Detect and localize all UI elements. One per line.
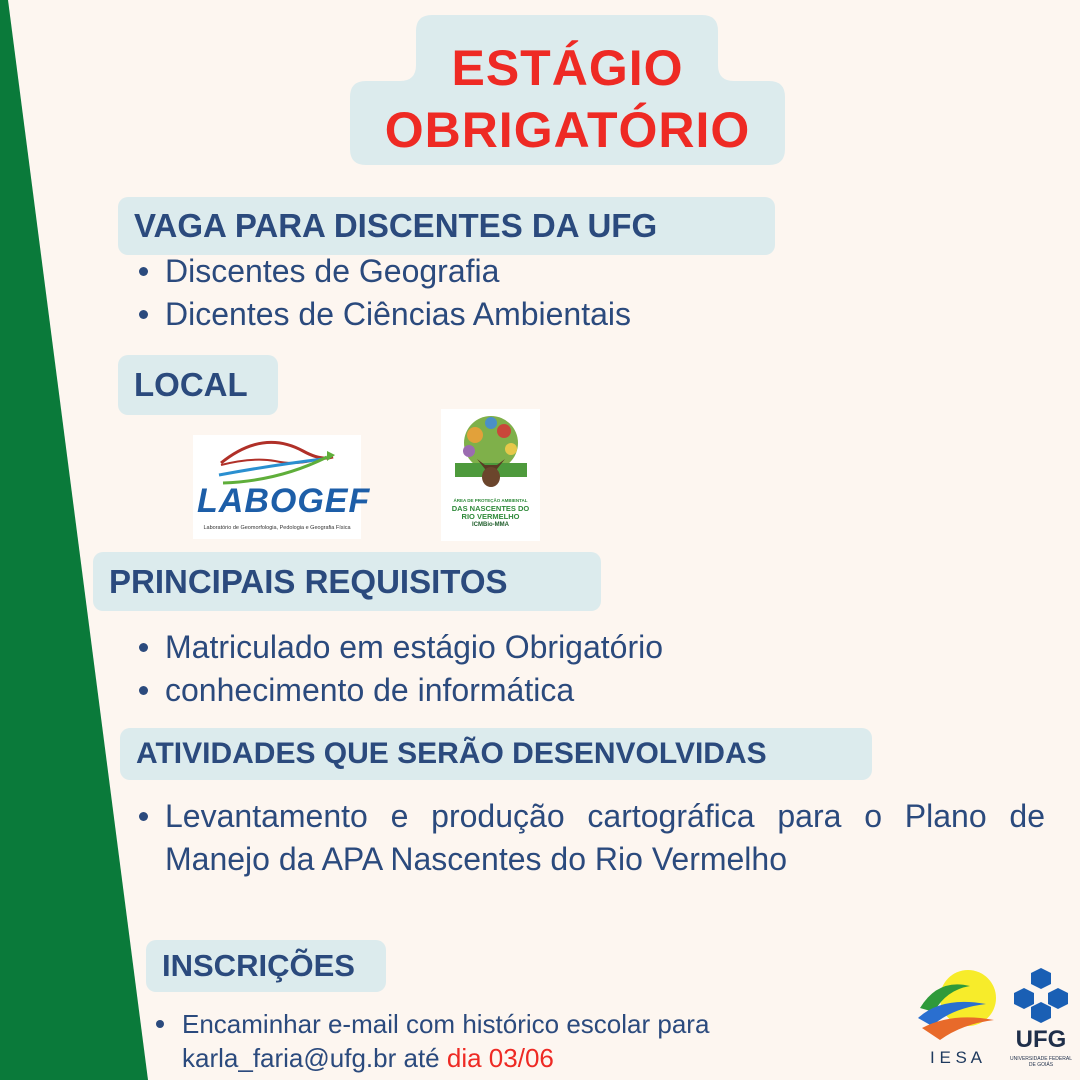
vaga-heading: VAGA PARA DISCENTES DA UFG <box>118 197 775 255</box>
ufg-logo <box>1008 966 1074 1074</box>
inscricoes-list <box>152 1007 872 1075</box>
labogef-name: LABOGEF <box>197 482 371 520</box>
iesa-logo <box>912 968 1000 1072</box>
local-heading: LOCAL <box>118 355 278 415</box>
apa-text-line-4: ICMBio-MMA <box>472 522 509 528</box>
apa-text-line-1: ÁREA DE PROTEÇÃO AMBIENTAL <box>453 498 528 503</box>
atividades-list <box>135 795 1045 881</box>
page-title <box>350 37 785 161</box>
vaga-list <box>135 250 631 336</box>
list-item: Dicentes de Ciências Ambientais <box>135 293 631 336</box>
list-item: Matriculado em estágio Obrigatório <box>135 626 663 669</box>
list-item: conhecimento de informática <box>135 669 663 712</box>
requisitos-list <box>135 626 663 712</box>
list-item: Discentes de Geografia <box>135 250 631 293</box>
title-line-2: OBRIGATÓRIO <box>384 102 751 158</box>
labogef-logo <box>193 435 371 539</box>
iesa-emblem-icon <box>912 968 1000 1044</box>
apa-text-line-2: DAS NASCENTES DO <box>451 504 530 513</box>
atividades-heading: ATIVIDADES QUE SERÃO DESENVOLVIDAS <box>120 728 872 780</box>
tree-deer-icon <box>441 409 540 497</box>
title-banner <box>350 15 785 165</box>
list-item <box>152 1007 872 1075</box>
apa-logo-text <box>441 497 540 529</box>
contact-email: karla_faria@ufg.br até <box>182 1043 447 1073</box>
list-item: Levantamento e produção cartográfica para o Plano de Manejo da APA Nascentes do Rio Vermelho <box>135 795 1045 881</box>
ufg-hexagons-icon <box>1008 966 1074 1026</box>
labogef-subtitle: Laboratório de Geomorfologia, Pedologia e Geografia Física <box>203 525 351 531</box>
inscricoes-text-line-1: Encaminhar e-mail com histórico escolar para <box>182 1009 710 1039</box>
inscricoes-heading: INSCRIÇÕES <box>146 940 386 992</box>
ufg-label: UFG <box>1015 1026 1067 1053</box>
apa-logo <box>441 409 540 541</box>
ufg-subtitle: UNIVERSIDADE FEDERAL DE GOIÁS <box>1010 1056 1072 1068</box>
requisitos-heading: PRINCIPAIS REQUISITOS <box>93 552 601 611</box>
iesa-label: I E S A <box>930 1048 982 1067</box>
title-line-1: ESTÁGIO <box>451 40 684 96</box>
apa-text-line-3: RIO VERMELHO <box>461 512 520 521</box>
deadline-text: dia 03/06 <box>446 1043 554 1073</box>
